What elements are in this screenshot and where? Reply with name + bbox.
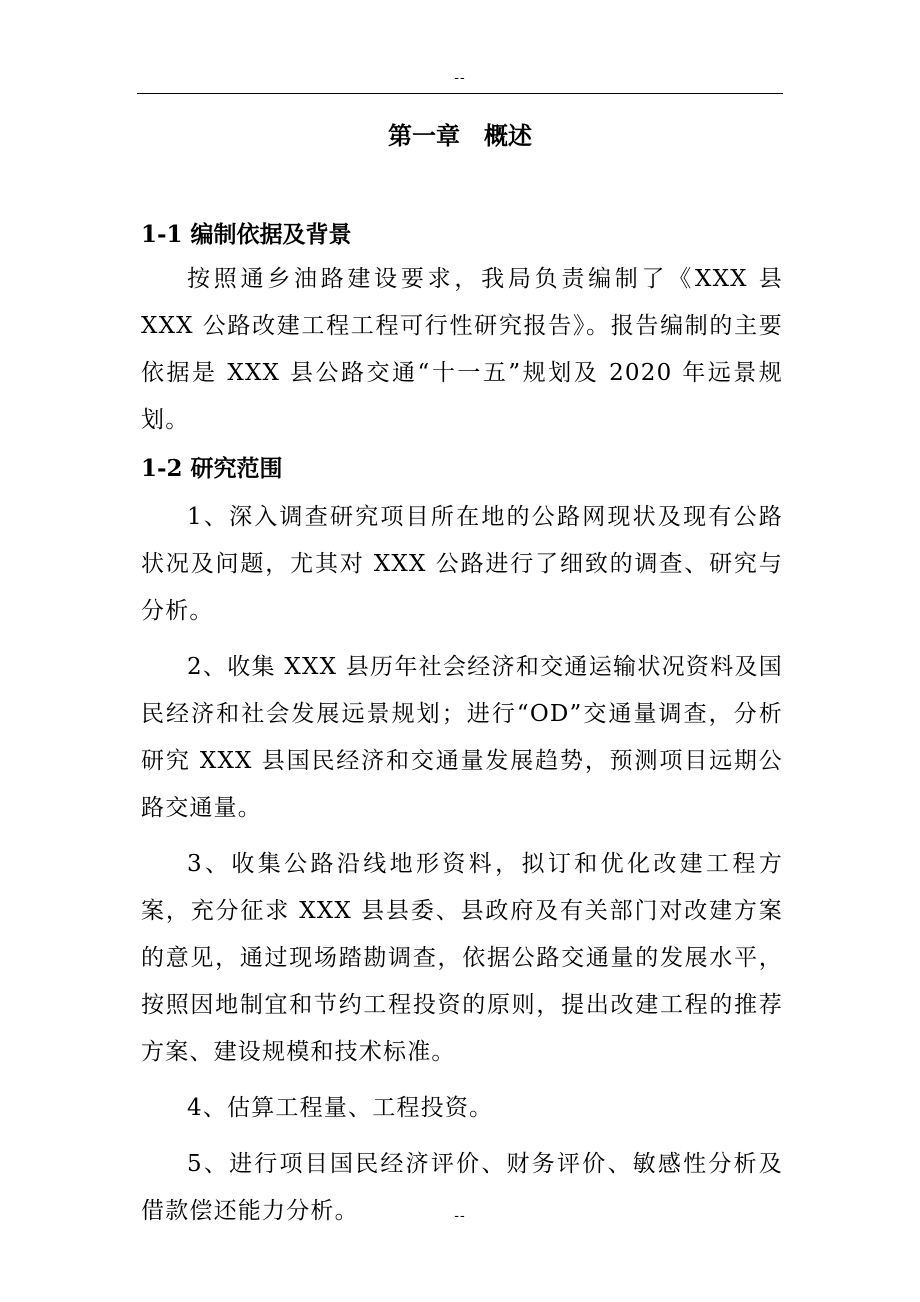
paragraph-scope-2: 2、收集 XXX 县历年社会经济和交通运输状况资料及国民经济和社会发展远景规划；进行“OD”交通量调查，分析研究 XXX 县国民经济和交通量发展趋势，预测项目远期公路交通量。 <box>141 654 783 821</box>
paragraph-scope-5: 5、进行项目国民经济评价、财务评价、敏感性分析及借款偿还能力分析。 <box>141 1151 783 1224</box>
page-footer-mark: -- <box>454 1208 466 1224</box>
chapter-title: 第一章 概述 <box>388 121 532 150</box>
section-heading-1-2: 1-2 研究范围 <box>141 455 283 482</box>
document-body <box>141 214 783 1235</box>
section-heading-1-1: 1-1 编制依据及背景 <box>141 221 352 248</box>
header-rule <box>137 93 783 94</box>
page-header-mark: -- <box>454 70 466 86</box>
paragraph-scope-3: 3、收集公路沿线地形资料，拟订和优化改建工程方案，充分征求 XXX 县县委、县政府及有关部门对改建方案的意见，通过现场踏勘调查，依据公路交通量的发展水平，按照因地制宜和节约工程投资的原则，提出改建工程的推荐方案、建设规模和技术标准。 <box>141 851 783 1065</box>
paragraph-scope-1: 1、深入调查研究项目所在地的公路网现状及现有公路状况及问题，尤其对 XXX 公路进行了细致的调查、研究与分析。 <box>141 504 783 624</box>
paragraph-basis: 按照通乡油路建设要求，我局负责编制了《XXX 县 XXX 公路改建工程工程可行性研究报告》。报告编制的主要依据是 XXX 县公路交通“十一五”规划及 2020 年远景规划。 <box>141 266 783 433</box>
paragraph-scope-4: 4、估算工程量、工程投资。 <box>187 1095 494 1121</box>
